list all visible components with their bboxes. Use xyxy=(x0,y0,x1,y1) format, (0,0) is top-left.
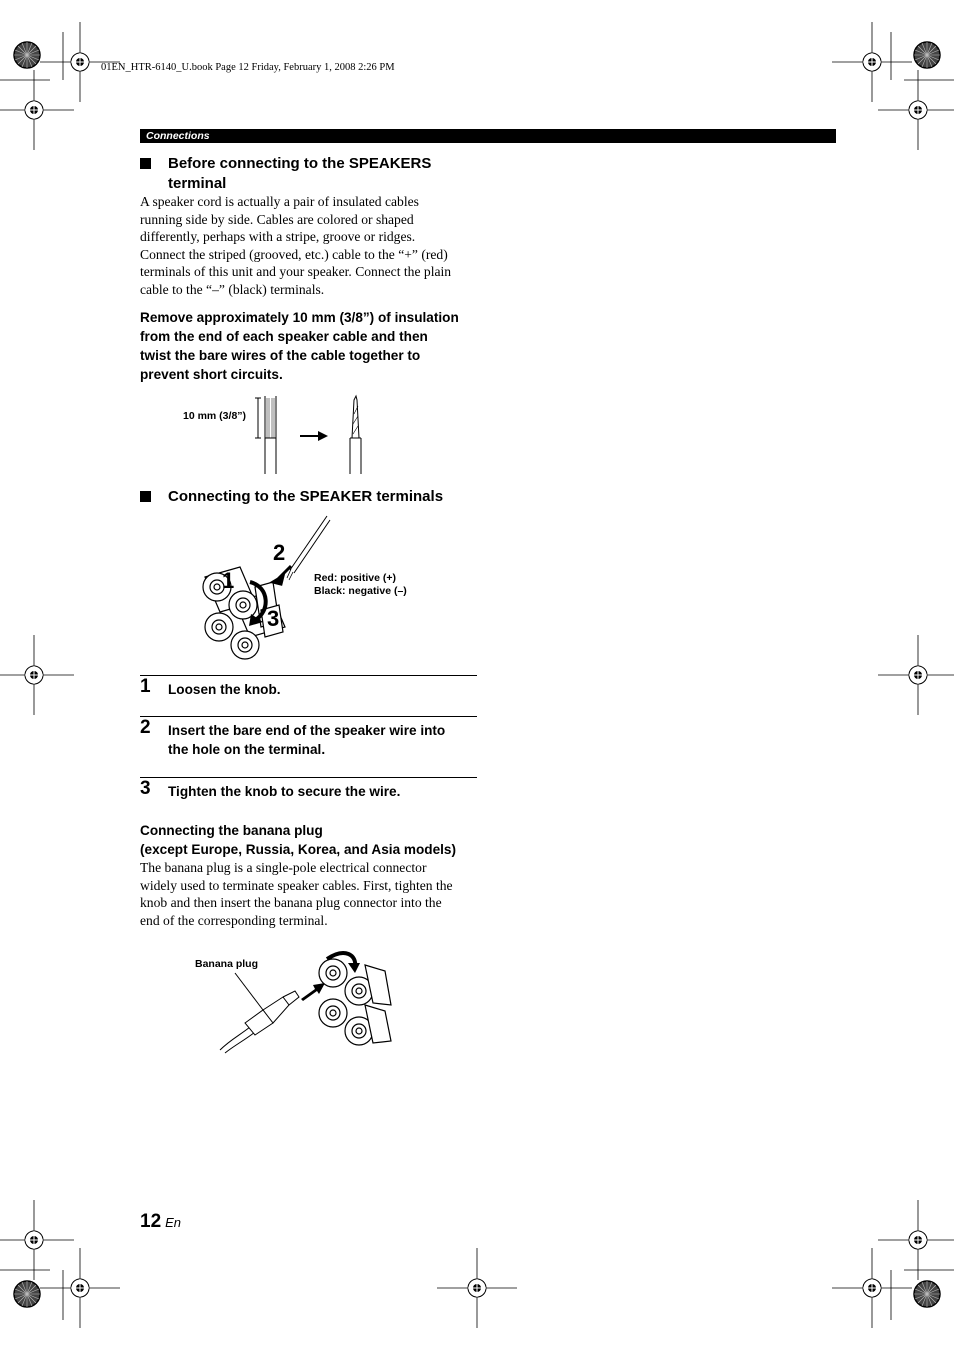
step-divider xyxy=(140,716,477,717)
step-2-text xyxy=(168,721,476,759)
instruction-line: from the end of each speaker cable and then xyxy=(140,329,428,344)
body-line: running side by side. Cables are colored or shaped xyxy=(140,211,414,227)
body-line: widely used to terminate speaker cables. First, tighten the xyxy=(140,877,453,893)
section-title: Connections xyxy=(146,130,210,142)
legend-black: Black: negative (–) xyxy=(314,585,407,597)
body-line: The banana plug is a single-pole electrical connector xyxy=(140,860,427,875)
step-marker-2: 2 xyxy=(273,540,286,565)
instruction-line: twist the bare wires of the cable together to xyxy=(140,348,421,363)
heading-line1: Before connecting to the SPEAKERS xyxy=(168,155,432,172)
book-info: 01EN_HTR-6140_U.book Page 12 Friday, February 1, 2008 2:26 PM xyxy=(101,62,395,73)
heading-line2: terminal xyxy=(168,175,227,192)
banana-plug-diagram xyxy=(215,945,400,1055)
terminal-legend xyxy=(314,572,407,598)
square-bullet-icon xyxy=(140,158,151,169)
body-line: Connect the striped (grooved, etc.) cable to the “+” (red) xyxy=(140,246,448,262)
step-number: 1 xyxy=(140,676,151,697)
banana-heading xyxy=(140,821,500,859)
body-line: knob and then insert the banana plug connector into the xyxy=(140,895,442,911)
legend-red: Red: positive (+) xyxy=(314,572,396,584)
body-line: differently, perhaps with a stripe, groove or ridges. xyxy=(140,229,416,245)
step-line: Tighten the knob to secure the wire. xyxy=(168,784,401,799)
step-number: 2 xyxy=(140,717,151,738)
heading-text: Connecting to the SPEAKER terminals xyxy=(168,488,444,505)
step-line: Loosen the knob. xyxy=(168,682,281,697)
heading-before-connecting xyxy=(140,154,480,194)
step-divider xyxy=(140,777,477,778)
instruction-line: Remove approximately 10 mm (3/8”) of insulation xyxy=(140,310,459,325)
wire-strip-diagram xyxy=(250,394,370,476)
banana-body xyxy=(140,859,485,929)
strip-length-label: 10 mm (3/8”) xyxy=(183,410,247,422)
strip-instruction xyxy=(140,308,480,384)
banana-heading-line2: (except Europe, Russia, Korea, and Asia models) xyxy=(140,842,457,857)
body-line: A speaker cord is actually a pair of insulated cables xyxy=(140,194,419,209)
banana-plug-label: Banana plug xyxy=(195,958,259,970)
body-line: terminals of this unit and your speaker. Connect the plain xyxy=(140,264,452,280)
heading-connecting xyxy=(140,487,480,507)
step-number: 3 xyxy=(140,778,151,799)
step-3-text xyxy=(168,782,476,801)
square-bullet-icon xyxy=(140,491,151,502)
step-marker-3: 3 xyxy=(267,606,280,631)
page-number xyxy=(140,1211,181,1233)
before-connecting-body xyxy=(140,193,480,299)
body-line: end of the corresponding terminal. xyxy=(140,912,328,928)
step-1-text xyxy=(168,680,476,699)
step-line: Insert the bare end of the speaker wire into xyxy=(168,723,446,738)
step-marker-1: 1 xyxy=(222,568,235,593)
step-line: the hole on the terminal. xyxy=(168,742,326,757)
page-number-value: 12 xyxy=(140,1211,162,1232)
instruction-line: prevent short circuits. xyxy=(140,367,283,382)
step-divider xyxy=(140,675,477,676)
page-lang: En xyxy=(165,1215,182,1230)
body-line: cable to the “–” (black) terminals. xyxy=(140,281,325,297)
section-header-bar xyxy=(140,129,836,143)
banana-heading-line1: Connecting the banana plug xyxy=(140,823,323,838)
